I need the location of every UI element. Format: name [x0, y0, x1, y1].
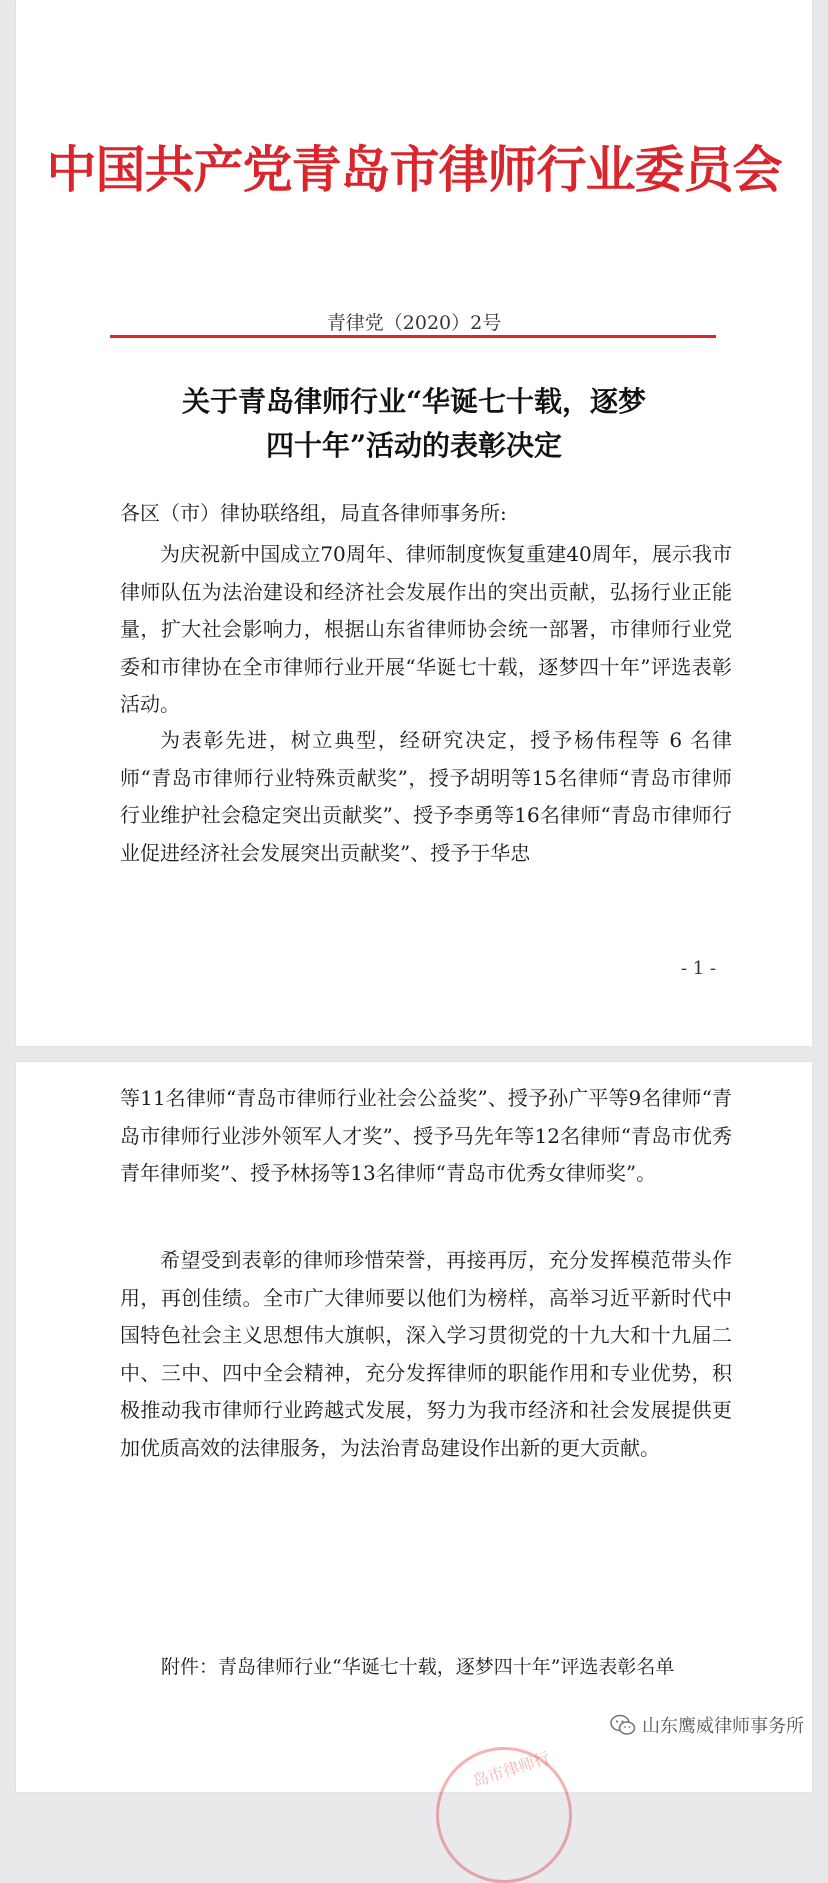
body-paragraph-2: 为表彰先进，树立典型，经研究决定，授予杨伟程等 6 名律师“青岛市律师行业特殊贡献奖”，授予胡明等15名律师“青岛市律师行业维护社会稳定突出贡献奖”、授予李勇等16名律师“青岛市律师行业促进经济社会发展突出贡献奖”、授予于华忠 — [120, 728, 732, 865]
wechat-icon — [610, 1714, 636, 1736]
document-page-2 — [16, 1062, 812, 1792]
salutation: 各区（市）律协联络组，局直各律师事务所: — [120, 501, 507, 525]
page-number: - 1 - — [680, 958, 716, 979]
attachment-note: 附件：青岛律师行业“华诞七十载，逐梦四十年”评选表彰名单 — [161, 1656, 675, 1678]
red-divider-line — [110, 335, 716, 338]
wechat-watermark — [610, 1712, 804, 1738]
document-number: 青律党（2020）2号 — [326, 312, 502, 334]
document-heading — [16, 380, 812, 468]
body-paragraph-1: 为庆祝新中国成立70周年、律师制度恢复重建40周年，展示我市律师队伍为法治建设和经济社会发展作出的突出贡献，弘扬行业正能量，扩大社会影响力，根据山东省律师协会统一部署，市律师行业党委和市律协在全市律师行业开展“华诞七十载，逐梦四十年”评选表彰活动。 — [120, 542, 732, 716]
body-paragraph-4: 希望受到表彰的律师珍惜荣誉，再接再厉，充分发挥模范带头作用，再创佳绩。全市广大律师要以他们为榜样，高举习近平新时代中国特色社会主义思想伟大旗帜，深入学习贯彻党的十九大和十九届二中、三中、四中全会精神，充分发挥律师的职能作用和专业优势，积极推动我市律师行业跨越式发展，努力为我市经济和社会发展提供更加优质高效的法律服务，为法治青岛建设作出新的更大贡献。 — [120, 1248, 732, 1460]
document-heading-line-1: 关于青岛律师行业“华诞七十载，逐梦 — [181, 385, 647, 418]
watermark-text: 山东鹰威律师事务所 — [642, 1716, 804, 1737]
body-paragraph-3: 等11名律师“青岛市律师行业社会公益奖”、授予孙广平等9名律师“青岛市律师行业涉外领军人才奖”、授予马先年等12名律师“青岛市优秀青年律师奖”、授予林扬等13名律师“青岛市优秀女律师奖”。 — [120, 1086, 732, 1185]
document-page-1 — [16, 0, 812, 1046]
issuer-header-title: 中国共产党青岛市律师行业委员会 — [46, 141, 782, 199]
official-seal-text: 岛市律师行 — [470, 1748, 553, 1791]
document-heading-line-2: 四十年”活动的表彰决定 — [265, 429, 563, 462]
